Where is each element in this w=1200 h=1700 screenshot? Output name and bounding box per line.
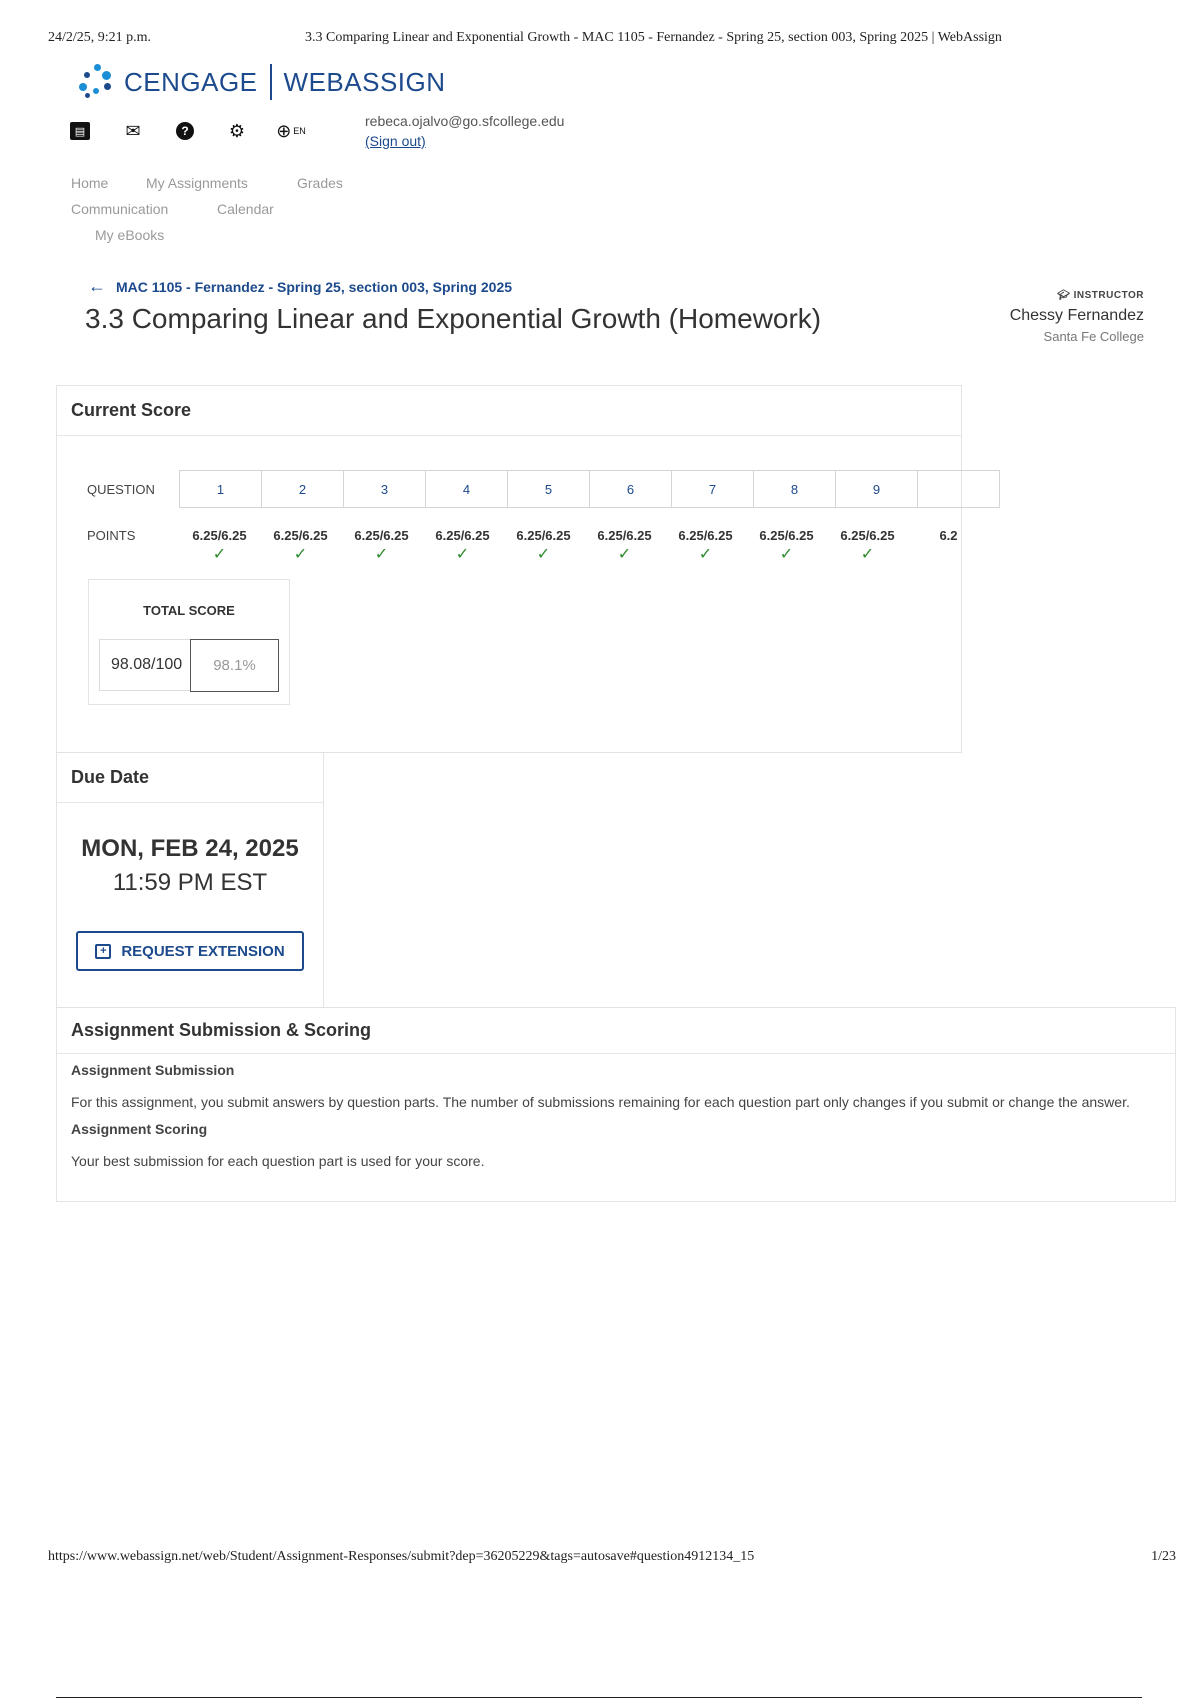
total-score-points: 98.08/100: [99, 639, 191, 691]
question-link-4[interactable]: 4: [426, 470, 508, 508]
points-label: POINTS: [87, 528, 136, 543]
request-extension-button[interactable]: [76, 931, 304, 971]
checkmark-icon: ✓: [617, 546, 632, 563]
question-link-2[interactable]: 2: [262, 470, 344, 508]
points-value: 6.25/6.25: [840, 528, 895, 543]
points-value: 6.25/6.25: [435, 528, 490, 543]
submission-scoring-card: [56, 1007, 1176, 1202]
print-page-number: 1/23: [1151, 1549, 1176, 1564]
question-points: [665, 520, 746, 564]
instructor-info: [1010, 290, 1144, 344]
question-points: [503, 520, 584, 564]
cengage-logo-icon: [76, 62, 116, 102]
question-link-8[interactable]: 8: [754, 470, 836, 508]
checkmark-icon: ✓: [455, 546, 470, 563]
page-divider: [56, 1697, 1142, 1698]
checkmark-icon: ✓: [698, 546, 713, 563]
logo-divider: [270, 64, 272, 100]
question-points: [827, 520, 908, 564]
nav-calendar[interactable]: Calendar: [217, 201, 274, 217]
score-table: [87, 470, 958, 564]
points-value: 6.25/6.25: [759, 528, 814, 543]
question-points: [908, 520, 989, 564]
print-title: 3.3 Comparing Linear and Exponential Growth - MAC 1105 - Fernandez - Spring 25, section 003, Spring 2025 | WebAssign: [305, 30, 1002, 45]
cengage-webassign-logo[interactable]: [76, 62, 446, 102]
instructor-school: Santa Fe College: [1043, 329, 1144, 344]
calendar-plus-icon: +: [95, 944, 111, 959]
question-link-5[interactable]: 5: [508, 470, 590, 508]
graduation-cap-icon: 🎓︎: [1057, 290, 1071, 301]
question-link-partial[interactable]: [918, 470, 1000, 508]
current-score-heading: Current Score: [57, 386, 961, 436]
print-date: 24/2/25, 9:21 p.m.: [48, 30, 152, 45]
toolbar: [70, 120, 334, 142]
points-value: 6.25/6.25: [192, 528, 247, 543]
globe-icon: ⊕: [276, 120, 292, 141]
nav-communication[interactable]: Communication: [71, 201, 169, 217]
logo-webassign-text: WEBASSIGN: [283, 66, 446, 97]
question-points: [584, 520, 665, 564]
language-code: EN: [293, 126, 306, 136]
due-time: 11:59 PM EST: [112, 869, 268, 896]
points-value: 6.25/6.25: [597, 528, 652, 543]
question-points: [179, 520, 260, 564]
user-info: [365, 113, 564, 149]
instructor-name: Chessy Fernandez: [1009, 307, 1144, 324]
scoring-text: Your best submission for each question part is used for your score.: [71, 1153, 485, 1169]
question-points: [260, 520, 341, 564]
total-score-percent: 98.1%: [190, 639, 279, 692]
points-value: 6.25/6.25: [273, 528, 328, 543]
book-icon[interactable]: ▤: [70, 122, 90, 140]
submission-title: Assignment Submission: [71, 1062, 235, 1078]
question-points: [422, 520, 503, 564]
gear-icon[interactable]: ⚙: [228, 120, 246, 141]
current-score-card: [56, 385, 962, 753]
points-value: 6.25/6.25: [354, 528, 409, 543]
question-label: QUESTION: [87, 481, 155, 497]
checkmark-icon: ✓: [212, 546, 227, 563]
due-date-card: [56, 752, 324, 1009]
question-link-7[interactable]: 7: [672, 470, 754, 508]
mail-icon[interactable]: ✉: [125, 120, 141, 141]
question-points: [341, 520, 422, 564]
nav-my-assignments[interactable]: My Assignments: [146, 175, 248, 191]
points-value: 6.25/6.25: [516, 528, 571, 543]
back-arrow-icon: ←: [88, 276, 106, 296]
print-url: https://www.webassign.net/web/Student/Assignment-Responses/submit?dep=36205229&tags=autosave#question4912134_15: [48, 1549, 755, 1564]
nav-grades[interactable]: Grades: [297, 175, 343, 191]
checkmark-icon: ✓: [374, 546, 389, 563]
checkmark-icon: ✓: [779, 546, 794, 563]
instructor-label: [1010, 290, 1144, 301]
points-list: [179, 520, 958, 564]
user-email: rebeca.ojalvo@go.sfcollege.edu: [365, 113, 565, 129]
question-link-3[interactable]: 3: [344, 470, 426, 508]
breadcrumb-course: MAC 1105 - Fernandez - Spring 25, section 003, Spring 2025: [116, 278, 513, 295]
due-date: MON, FEB 24, 2025: [81, 835, 299, 862]
nav-my-ebooks[interactable]: My eBooks: [95, 227, 165, 243]
points-value: 6.2: [939, 528, 958, 543]
logo-cengage-text: CENGAGE: [124, 66, 258, 97]
question-link-9[interactable]: 9: [836, 470, 918, 508]
checkmark-icon: ✓: [860, 546, 875, 563]
question-points: [746, 520, 827, 564]
checkmark-icon: ✓: [536, 546, 551, 563]
help-icon[interactable]: ?: [176, 122, 194, 140]
request-extension-label: REQUEST EXTENSION: [121, 942, 285, 960]
submission-text: For this assignment, you submit answers by question parts. The number of submissions remaining for each question part only changes if you submit or change the answer.: [71, 1094, 1130, 1110]
due-date-heading: Due Date: [57, 753, 323, 803]
total-score-label: TOTAL SCORE: [143, 603, 235, 618]
nav-home[interactable]: Home: [71, 175, 109, 191]
question-link-1[interactable]: 1: [180, 470, 262, 508]
language-selector[interactable]: [276, 120, 306, 142]
checkmark-icon: ✓: [293, 546, 308, 563]
instructor-label-text: INSTRUCTOR: [1073, 290, 1144, 301]
points-value: 6.25/6.25: [678, 528, 733, 543]
total-score-box: [88, 579, 290, 705]
question-list: [179, 470, 940, 508]
scoring-title: Assignment Scoring: [71, 1121, 208, 1137]
question-link-6[interactable]: 6: [590, 470, 672, 508]
sign-out-link[interactable]: (Sign out): [365, 133, 426, 149]
submission-scoring-heading: Assignment Submission & Scoring: [57, 1008, 1175, 1054]
page-title: 3.3 Comparing Linear and Exponential Growth (Homework): [85, 303, 822, 334]
breadcrumb[interactable]: [88, 276, 512, 297]
